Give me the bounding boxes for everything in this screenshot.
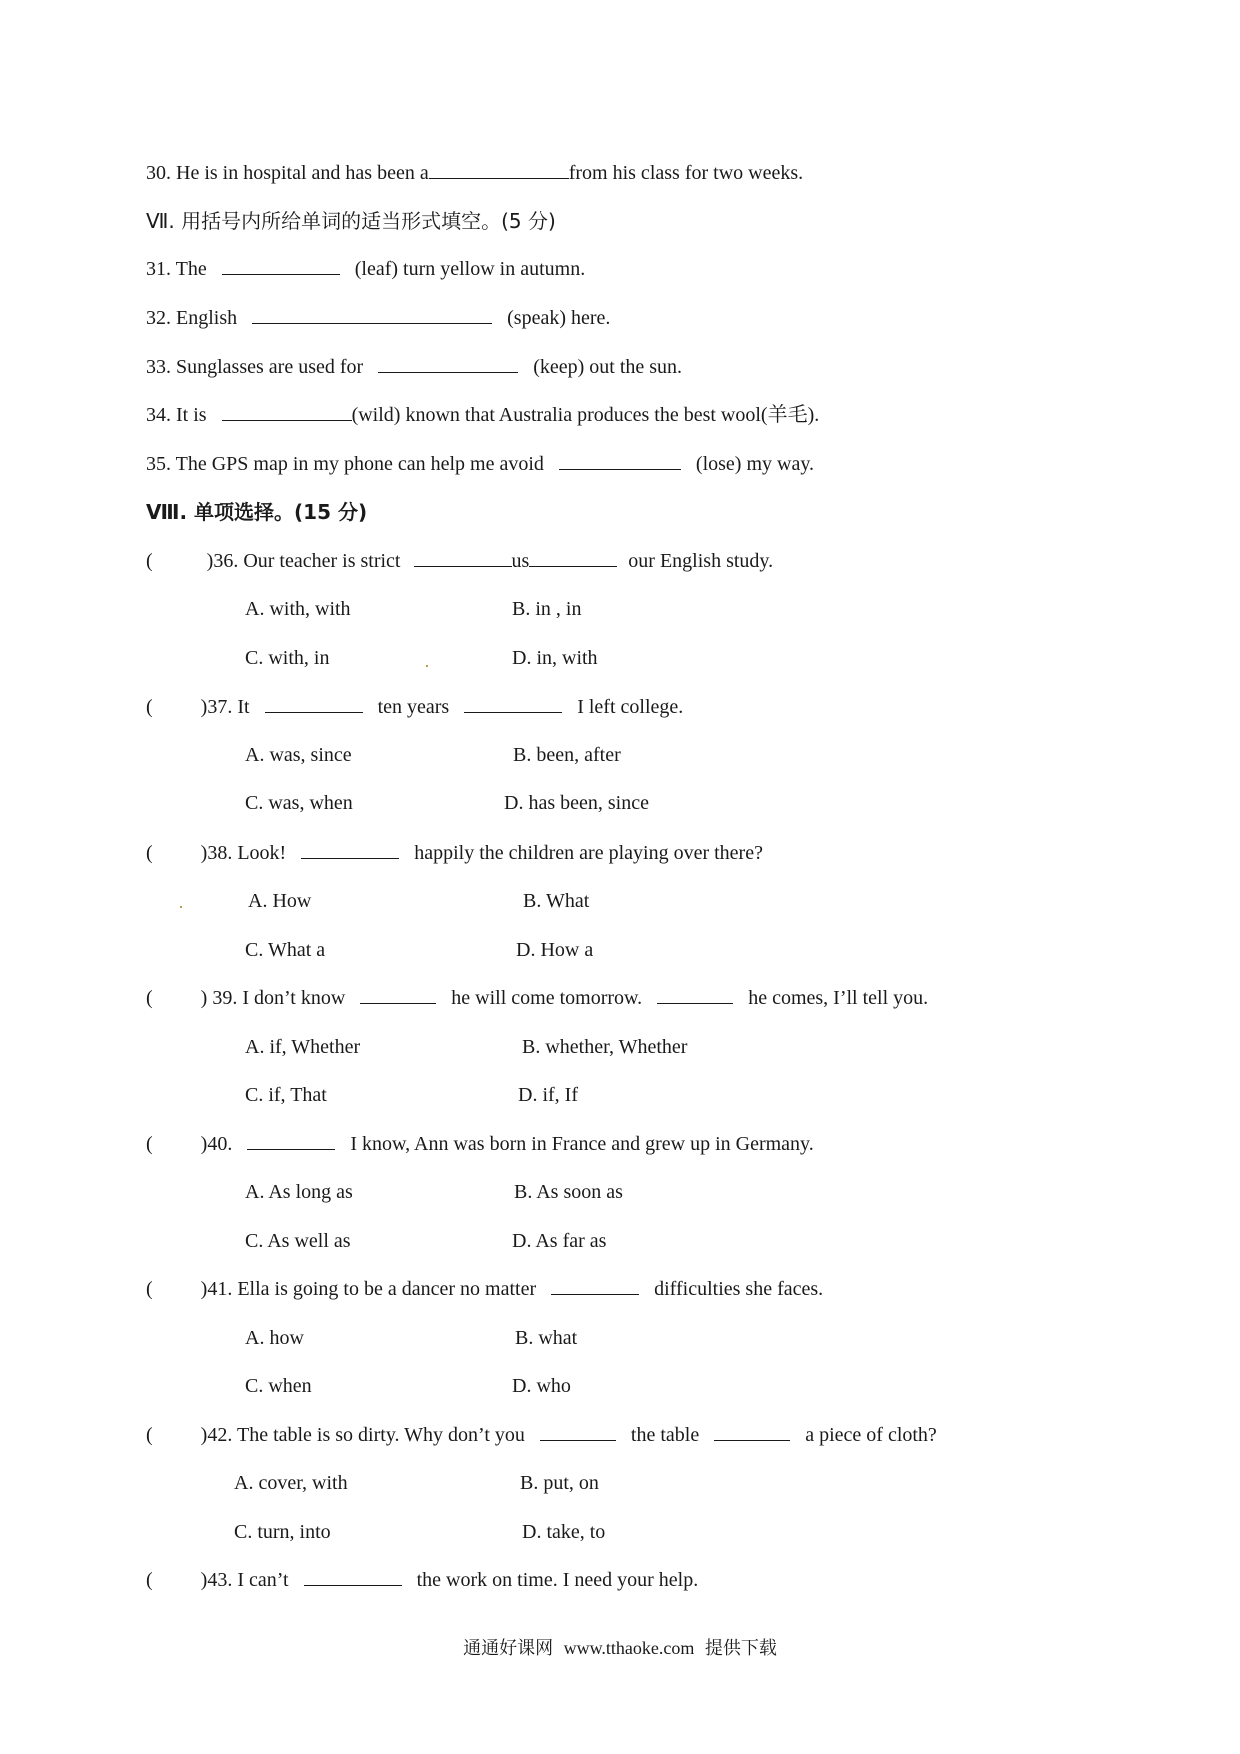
option-b[interactable]: B. put, on [520,1472,599,1494]
question-37 [146,694,683,720]
footer-note: 提供下载 [704,1638,777,1659]
answer-paren[interactable]: ( [146,842,153,864]
question-39 [146,985,928,1011]
question-text: from his class for two weeks. [568,162,804,184]
footer-url[interactable]: www.tthaoke.com [563,1638,695,1658]
answer-paren[interactable]: ( [146,1424,153,1446]
question-38 [146,840,763,866]
answer-blank[interactable] [247,1131,335,1150]
option-a[interactable]: A. was, since [245,744,352,766]
question-text: (wild) known that Australia produces the best wool(羊毛). [351,404,820,426]
scan-speck [426,665,428,667]
answer-blank[interactable] [222,256,340,275]
question-32 [146,305,610,331]
question-text: )36. Our teacher is strict [206,550,401,572]
option-a[interactable]: A. How [248,890,312,912]
option-a[interactable]: A. if, Whether [245,1036,361,1058]
answer-blank[interactable] [464,694,562,713]
question-text: he will come tomorrow. [451,987,643,1009]
option-c[interactable]: C. with, in [245,647,330,669]
answer-blank[interactable] [360,985,436,1004]
question-30 [146,160,803,186]
question-text: 34. It is [146,404,207,426]
answer-blank[interactable] [657,985,733,1004]
question-text: (keep) out the sun. [533,356,683,378]
option-c[interactable]: C. turn, into [234,1521,331,1543]
question-text: (speak) here. [507,307,611,329]
answer-blank[interactable] [414,548,512,567]
answer-paren[interactable]: ( [146,1133,153,1155]
question-text: 32. English [146,307,238,329]
question-text: a piece of cloth? [805,1424,937,1446]
question-35 [146,451,814,477]
option-d[interactable]: D. who [512,1375,571,1397]
answer-blank[interactable] [265,694,363,713]
question-text: difficulties she faces. [654,1278,824,1300]
answer-blank[interactable] [304,1567,402,1586]
answer-paren[interactable]: ( [146,1569,153,1591]
question-text: 30. He is in hospital and has been a [146,162,429,184]
option-a[interactable]: A. cover, with [234,1472,348,1494]
answer-blank[interactable] [301,840,399,859]
section-7-title: Ⅶ. 用括号内所给单词的适当形式填空。(5 分) [146,209,556,233]
option-a[interactable]: A. As long as [245,1181,353,1203]
question-text: the table [630,1424,700,1446]
answer-paren[interactable]: ( [146,987,153,1009]
answer-paren[interactable]: ( [146,1278,153,1300]
question-text: I left college. [577,696,684,718]
question-text: )43. I can’t [200,1569,289,1591]
option-b[interactable]: B. been, after [513,744,621,766]
question-text: )40. [200,1133,233,1155]
answer-blank[interactable] [540,1422,616,1441]
option-c[interactable]: C. was, when [245,792,353,814]
answer-paren[interactable]: ( [146,550,153,572]
question-text: our English study. [628,550,774,572]
question-31 [146,256,585,282]
question-text: us [511,550,530,572]
footer-site-name: 通通好课网 [463,1638,554,1659]
option-b[interactable]: B. What [523,890,590,912]
option-b[interactable]: B. whether, Whether [522,1036,688,1058]
answer-blank[interactable] [378,354,518,373]
question-text: 31. The [146,258,207,280]
option-a[interactable]: A. how [245,1327,304,1349]
option-d[interactable]: D. How a [516,939,594,961]
option-d[interactable]: D. if, If [518,1084,578,1106]
question-text: 35. The GPS map in my phone can help me avoid [146,453,544,475]
question-text: )38. Look! [200,842,287,864]
answer-blank[interactable] [429,160,569,179]
answer-blank[interactable] [529,548,617,567]
question-text: ten years [377,696,450,718]
answer-blank[interactable] [252,305,492,324]
question-text: he comes, I’ll tell you. [748,987,929,1009]
option-d[interactable]: D. in, with [512,647,598,669]
section-8-title: Ⅷ. 单项选择。(15 分) [146,500,368,524]
option-c[interactable]: C. As well as [245,1230,351,1252]
question-42 [146,1422,937,1448]
question-text: )37. It [200,696,250,718]
answer-blank[interactable] [559,451,681,470]
option-b[interactable]: B. what [515,1327,578,1349]
question-text: 33. Sunglasses are used for [146,356,364,378]
option-a[interactable]: A. with, with [245,598,351,620]
question-43 [146,1567,698,1593]
question-text: )42. The table is so dirty. Why don’t you [200,1424,525,1446]
question-41 [146,1276,823,1302]
scan-speck [180,906,182,908]
option-c[interactable]: C. What a [245,939,326,961]
answer-blank[interactable] [222,402,352,421]
answer-paren[interactable]: ( [146,696,153,718]
option-c[interactable]: C. when [245,1375,312,1397]
question-34 [146,402,819,428]
question-40 [146,1131,814,1157]
question-text: ) 39. I don’t know [200,987,346,1009]
question-text: the work on time. I need your help. [416,1569,699,1591]
option-d[interactable]: D. has been, since [504,792,649,814]
option-b[interactable]: B. in , in [512,598,582,620]
option-c[interactable]: C. if, That [245,1084,327,1106]
option-d[interactable]: D. take, to [522,1521,606,1543]
option-b[interactable]: B. As soon as [514,1181,623,1203]
question-text: (lose) my way. [695,453,815,475]
question-text: )41. Ella is going to be a dancer no matter [200,1278,537,1300]
question-text: (leaf) turn yellow in autumn. [354,258,586,280]
question-36 [146,548,773,574]
answer-blank[interactable] [551,1276,639,1295]
question-text: happily the children are playing over there? [414,842,763,864]
question-text: I know, Ann was born in France and grew up in Germany. [350,1133,814,1155]
page-footer [0,1636,1240,1661]
option-d[interactable]: D. As far as [512,1230,607,1252]
answer-blank[interactable] [714,1422,790,1441]
question-33 [146,354,682,380]
